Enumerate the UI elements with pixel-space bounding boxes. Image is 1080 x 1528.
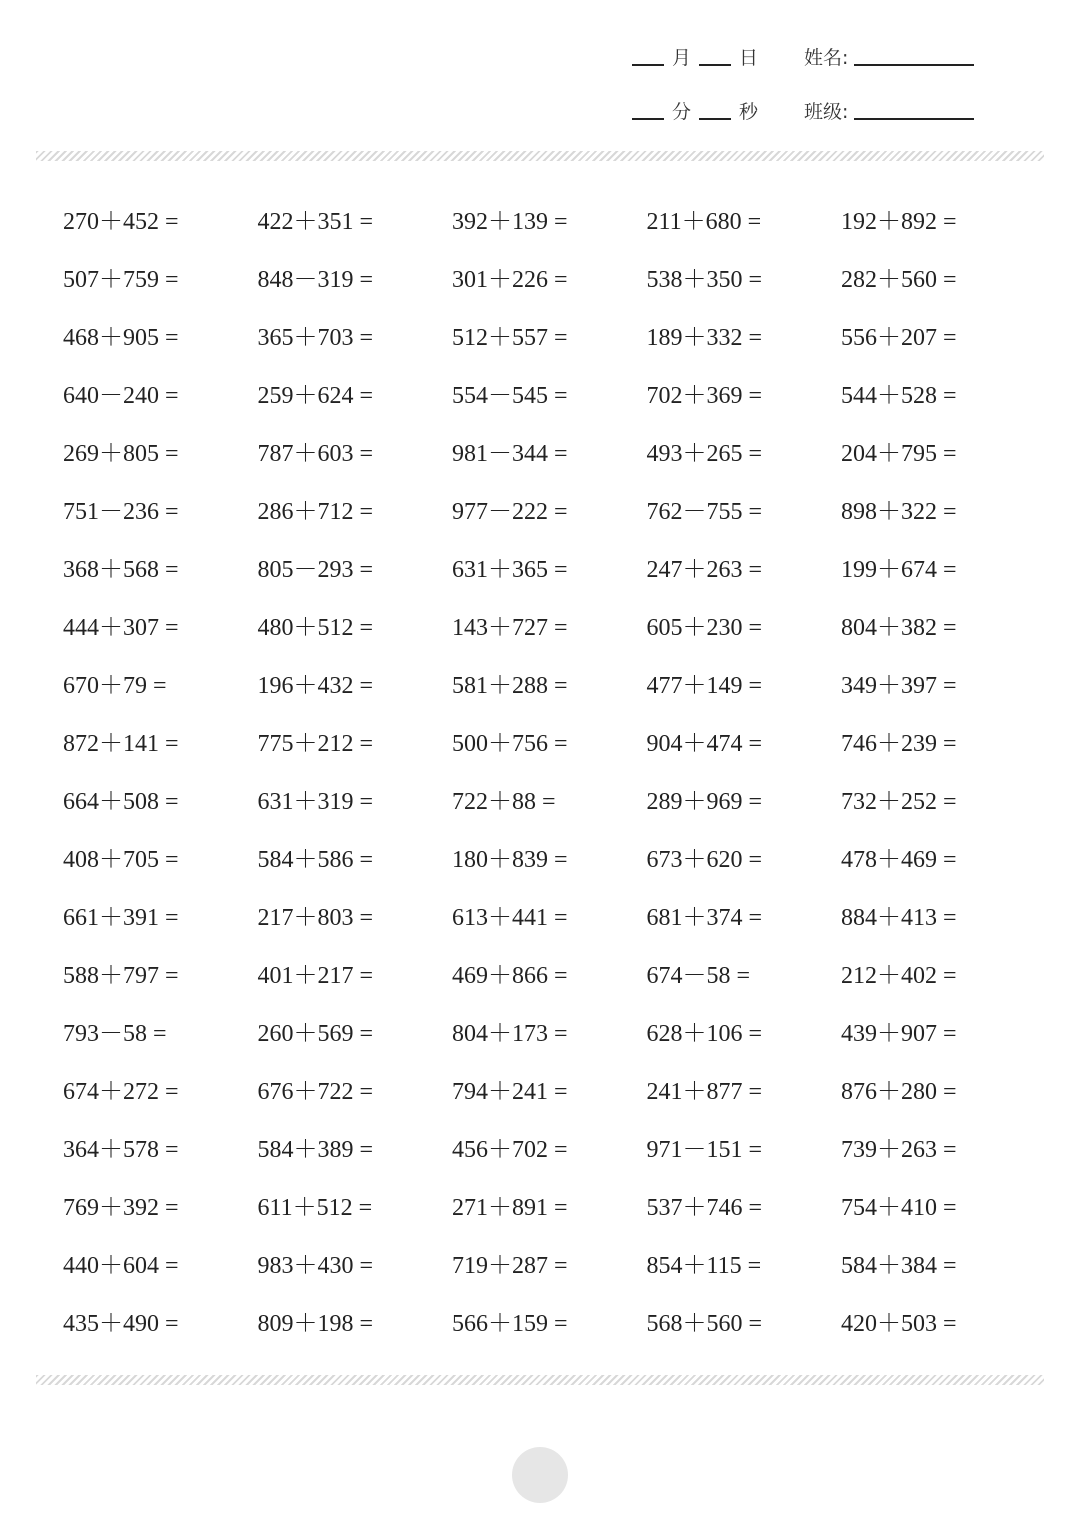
problem-item: 732＋252 = bbox=[841, 789, 957, 815]
minute-label: 分 bbox=[672, 101, 692, 123]
problem-item: 212＋402 = bbox=[841, 963, 957, 989]
problem-item: 613＋441 = bbox=[452, 905, 568, 931]
second-blank[interactable] bbox=[699, 117, 731, 120]
problem-item: 804＋382 = bbox=[841, 615, 957, 641]
problem-item: 282＋560 = bbox=[841, 267, 957, 293]
page-indicator bbox=[512, 1447, 568, 1503]
problem-item: 981－344 = bbox=[452, 441, 568, 467]
problem-item: 588＋797 = bbox=[63, 963, 179, 989]
problem-item: 584＋384 = bbox=[841, 1253, 957, 1279]
bottom-divider bbox=[36, 1375, 1044, 1385]
problem-item: 664＋508 = bbox=[63, 789, 179, 815]
problem-item: 631＋319 = bbox=[257, 789, 374, 815]
problem-item: 568＋560 = bbox=[646, 1311, 763, 1337]
problem-item: 456＋702 = bbox=[452, 1137, 568, 1163]
problem-item: 480＋512 = bbox=[257, 615, 374, 641]
problem-item: 674＋272 = bbox=[63, 1079, 179, 1105]
problem-item: 260＋569 = bbox=[257, 1021, 374, 1047]
problem-item: 746＋239 = bbox=[841, 731, 957, 757]
problem-item: 435＋490 = bbox=[63, 1311, 179, 1337]
problem-item: 898＋322 = bbox=[841, 499, 957, 525]
problem-item: 469＋866 = bbox=[452, 963, 568, 989]
problem-item: 804＋173 = bbox=[452, 1021, 568, 1047]
problem-item: 189＋332 = bbox=[646, 325, 763, 351]
problem-item: 676＋722 = bbox=[257, 1079, 374, 1105]
worksheet-header bbox=[0, 0, 1080, 140]
problem-item: 217＋803 = bbox=[257, 905, 374, 931]
problem-item: 440＋604 = bbox=[63, 1253, 179, 1279]
problem-item: 584＋389 = bbox=[257, 1137, 374, 1163]
problem-item: 204＋795 = bbox=[841, 441, 957, 467]
problem-item: 269＋805 = bbox=[63, 441, 179, 467]
problem-item: 211＋680 = bbox=[646, 209, 762, 235]
problem-item: 628＋106 = bbox=[646, 1021, 763, 1047]
problem-item: 661＋391 = bbox=[63, 905, 179, 931]
problem-item: 674－58 = bbox=[646, 963, 751, 989]
problem-item: 805－293 = bbox=[257, 557, 374, 583]
problem-item: 365＋703 = bbox=[257, 325, 374, 351]
problem-item: 809＋198 = bbox=[257, 1311, 374, 1337]
problem-item: 500＋756 = bbox=[452, 731, 568, 757]
problem-item: 537＋746 = bbox=[646, 1195, 763, 1221]
problem-item: 301＋226 = bbox=[452, 267, 568, 293]
problem-item: 702＋369 = bbox=[646, 383, 763, 409]
problem-item: 787＋603 = bbox=[257, 441, 374, 467]
name-label: 姓名: bbox=[804, 47, 849, 69]
problem-item: 904＋474 = bbox=[646, 731, 763, 757]
problem-item: 192＋892 = bbox=[841, 209, 957, 235]
day-label: 日 bbox=[739, 47, 759, 69]
problem-item: 566＋159 = bbox=[452, 1311, 568, 1337]
problem-item: 477＋149 = bbox=[646, 673, 763, 699]
problem-item: 848－319 = bbox=[257, 267, 374, 293]
class-blank[interactable] bbox=[854, 117, 974, 120]
minute-blank[interactable] bbox=[632, 117, 664, 120]
problem-item: 640－240 = bbox=[63, 383, 179, 409]
problem-item: 977－222 = bbox=[452, 499, 568, 525]
problem-item: 368＋568 = bbox=[63, 557, 179, 583]
problem-item: 631＋365 = bbox=[452, 557, 568, 583]
problem-item: 544＋528 = bbox=[841, 383, 957, 409]
name-blank[interactable] bbox=[854, 63, 974, 66]
problem-item: 793－58 = bbox=[63, 1021, 167, 1047]
problem-item: 719＋287 = bbox=[452, 1253, 568, 1279]
problem-item: 493＋265 = bbox=[646, 441, 763, 467]
problem-item: 196＋432 = bbox=[257, 673, 374, 699]
problem-item: 401＋217 = bbox=[257, 963, 374, 989]
problem-item: 554－545 = bbox=[452, 383, 568, 409]
problem-item: 754＋410 = bbox=[841, 1195, 957, 1221]
problem-item: 538＋350 = bbox=[646, 267, 763, 293]
problem-item: 270＋452 = bbox=[63, 209, 179, 235]
problem-item: 180＋839 = bbox=[452, 847, 568, 873]
problem-item: 444＋307 = bbox=[63, 615, 179, 641]
second-label: 秒 bbox=[739, 101, 759, 123]
problem-item: 364＋578 = bbox=[63, 1137, 179, 1163]
problem-item: 670＋79 = bbox=[63, 673, 167, 699]
problem-item: 143＋727 = bbox=[452, 615, 568, 641]
problem-item: 722＋88 = bbox=[452, 789, 556, 815]
problem-item: 468＋905 = bbox=[63, 325, 179, 351]
problem-item: 739＋263 = bbox=[841, 1137, 957, 1163]
problem-item: 581＋288 = bbox=[452, 673, 568, 699]
problem-item: 983＋430 = bbox=[257, 1253, 374, 1279]
month-label: 月 bbox=[672, 47, 692, 69]
problem-item: 199＋674 = bbox=[841, 557, 957, 583]
problem-item: 422＋351 = bbox=[257, 209, 374, 235]
month-blank[interactable] bbox=[632, 63, 664, 66]
time-class-row bbox=[632, 94, 974, 124]
problem-item: 605＋230 = bbox=[646, 615, 763, 641]
problem-item: 478＋469 = bbox=[841, 847, 957, 873]
date-name-row bbox=[632, 40, 974, 70]
problem-item: 769＋392 = bbox=[63, 1195, 179, 1221]
problem-item: 512＋557 = bbox=[452, 325, 568, 351]
problem-item: 751－236 = bbox=[63, 499, 179, 525]
problem-item: 876＋280 = bbox=[841, 1079, 957, 1105]
problem-grid bbox=[63, 193, 1043, 1353]
problem-item: 408＋705 = bbox=[63, 847, 179, 873]
problem-item: 884＋413 = bbox=[841, 905, 957, 931]
problem-item: 673＋620 = bbox=[646, 847, 763, 873]
problem-item: 794＋241 = bbox=[452, 1079, 568, 1105]
problem-item: 611＋512 = bbox=[257, 1195, 373, 1221]
problem-item: 872＋141 = bbox=[63, 731, 179, 757]
day-blank[interactable] bbox=[699, 63, 731, 66]
problem-item: 439＋907 = bbox=[841, 1021, 957, 1047]
problem-item: 271＋891 = bbox=[452, 1195, 568, 1221]
problem-item: 241＋877 = bbox=[646, 1079, 763, 1105]
problem-item: 775＋212 = bbox=[257, 731, 374, 757]
problem-item: 681＋374 = bbox=[646, 905, 763, 931]
problem-item: 247＋263 = bbox=[646, 557, 763, 583]
class-label: 班级: bbox=[804, 101, 849, 123]
problem-item: 289＋969 = bbox=[646, 789, 763, 815]
problem-item: 971－151 = bbox=[646, 1137, 763, 1163]
problem-item: 286＋712 = bbox=[257, 499, 374, 525]
problem-item: 392＋139 = bbox=[452, 209, 568, 235]
problem-item: 420＋503 = bbox=[841, 1311, 957, 1337]
top-divider bbox=[36, 151, 1044, 161]
problem-item: 349＋397 = bbox=[841, 673, 957, 699]
problem-item: 507＋759 = bbox=[63, 267, 179, 293]
problem-item: 854＋115 = bbox=[646, 1253, 762, 1279]
problem-item: 762－755 = bbox=[646, 499, 763, 525]
problem-item: 584＋586 = bbox=[257, 847, 374, 873]
problem-item: 259＋624 = bbox=[257, 383, 374, 409]
problem-item: 556＋207 = bbox=[841, 325, 957, 351]
